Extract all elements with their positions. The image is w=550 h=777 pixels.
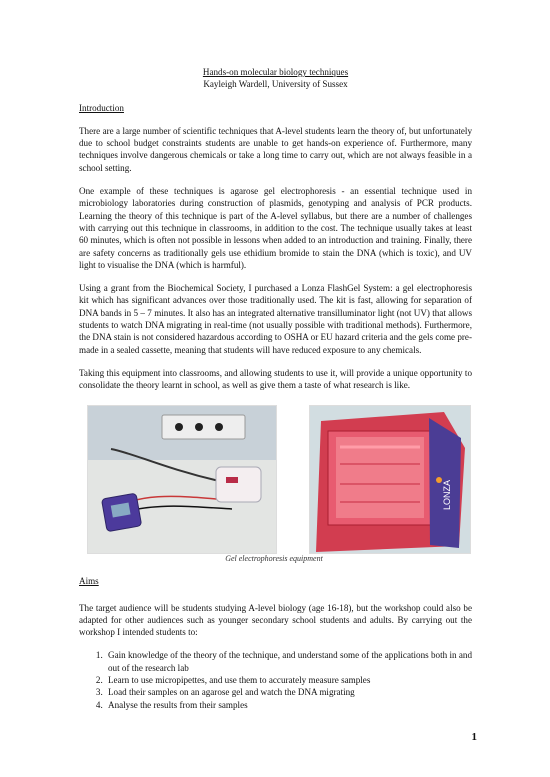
introduction-paragraph-1: There are a large number of scientific techniques that A-level students learn the theory of, but unfortunately due to school budget constraints students are unable to get hands-on experience of. Furthermore, many techniques involve dangerous chemicals or take a long time to carry out, which are not always feasible in a school setting. (79, 125, 472, 173)
aim-item-2: 2. Learn to use micropipettes, and use them to accurately measure samples (105, 674, 472, 686)
document-title: Hands-on molecular biology techniques (202, 67, 349, 77)
flashgel-device-photo (309, 405, 471, 554)
photo-caption: Gel electrophoresis equipment (225, 553, 323, 563)
aims-section (79, 591, 472, 711)
introduction-paragraph-4: Taking this equipment into classrooms, and allowing students to use it, will provide a unique opportunity to consolidate the theory learnt in school, as well as give them a taste of what research is like. (79, 367, 472, 391)
document-page (79, 66, 472, 710)
page-number: 1 (471, 731, 477, 743)
aim-item-3: 3. Load their samples on an agarose gel and watch the DNA migrating (105, 686, 472, 698)
flashgel-device-image (310, 406, 470, 553)
aim-item-1: 1. Gain knowledge of the theory of the technique, and understand some of the applications both in and out of the research lab (105, 649, 472, 674)
introduction-paragraph-2: One example of these techniques is agarose gel electrophoresis - an essential technique used in microbiology laboratories during construction of plasmids, genotyping and analysis of PCR products. Learning the theory of this technique is part of the A-level syllabus, but there are a number of challenges with carrying out this technique in classrooms, in addition to the cost. The technique usually takes at least 60 minutes, which is often not possible in lessons when added to an introduction and training. Finally, there are safety concerns as traditionally gels use ethidium bromide to stain the DNA (which is toxic), and UV light to visualise the DNA (which is harmful). (79, 186, 472, 270)
aims-heading: Aims (79, 575, 99, 586)
lonza-label: LONZA (442, 479, 452, 510)
introduction-paragraph-3: Using a grant from the Biochemical Society, I purchased a Lonza FlashGel System: a gel electrophoresis kit which has significant advances over those traditionally used. The kit is fast, allowing for separation of DNA bands in 5 – 7 minutes. It also has an integrated alternative transilluminator light (not UV) that allows students to watch DNA migrating in real-time (not usually possible with traditional methods). Furthermore, the DNA stain is not considered hazardous according to OSHA or EU hazard criteria and the gels come pre-made in a sealed cassette, meaning that students will have reduced exposure to any chemicals. (79, 283, 472, 355)
aims-paragraph: The target audience will be students studying A-level biology (age 16-18), but the workshop could also be adapted for other audiences such as younger secondary school students and adults. By carrying out the workshop I intended students to: (79, 602, 472, 638)
electrophoresis-setup-image (88, 406, 276, 553)
aim-item-4: 4. Analyse the results from their samples (105, 699, 472, 711)
aims-list (79, 649, 472, 710)
introduction-heading: Introduction (79, 102, 124, 113)
gel-equipment-photo (87, 405, 277, 554)
equipment-photos (79, 405, 472, 710)
author-line: Kayleigh Wardell, University of Sussex (203, 79, 348, 90)
